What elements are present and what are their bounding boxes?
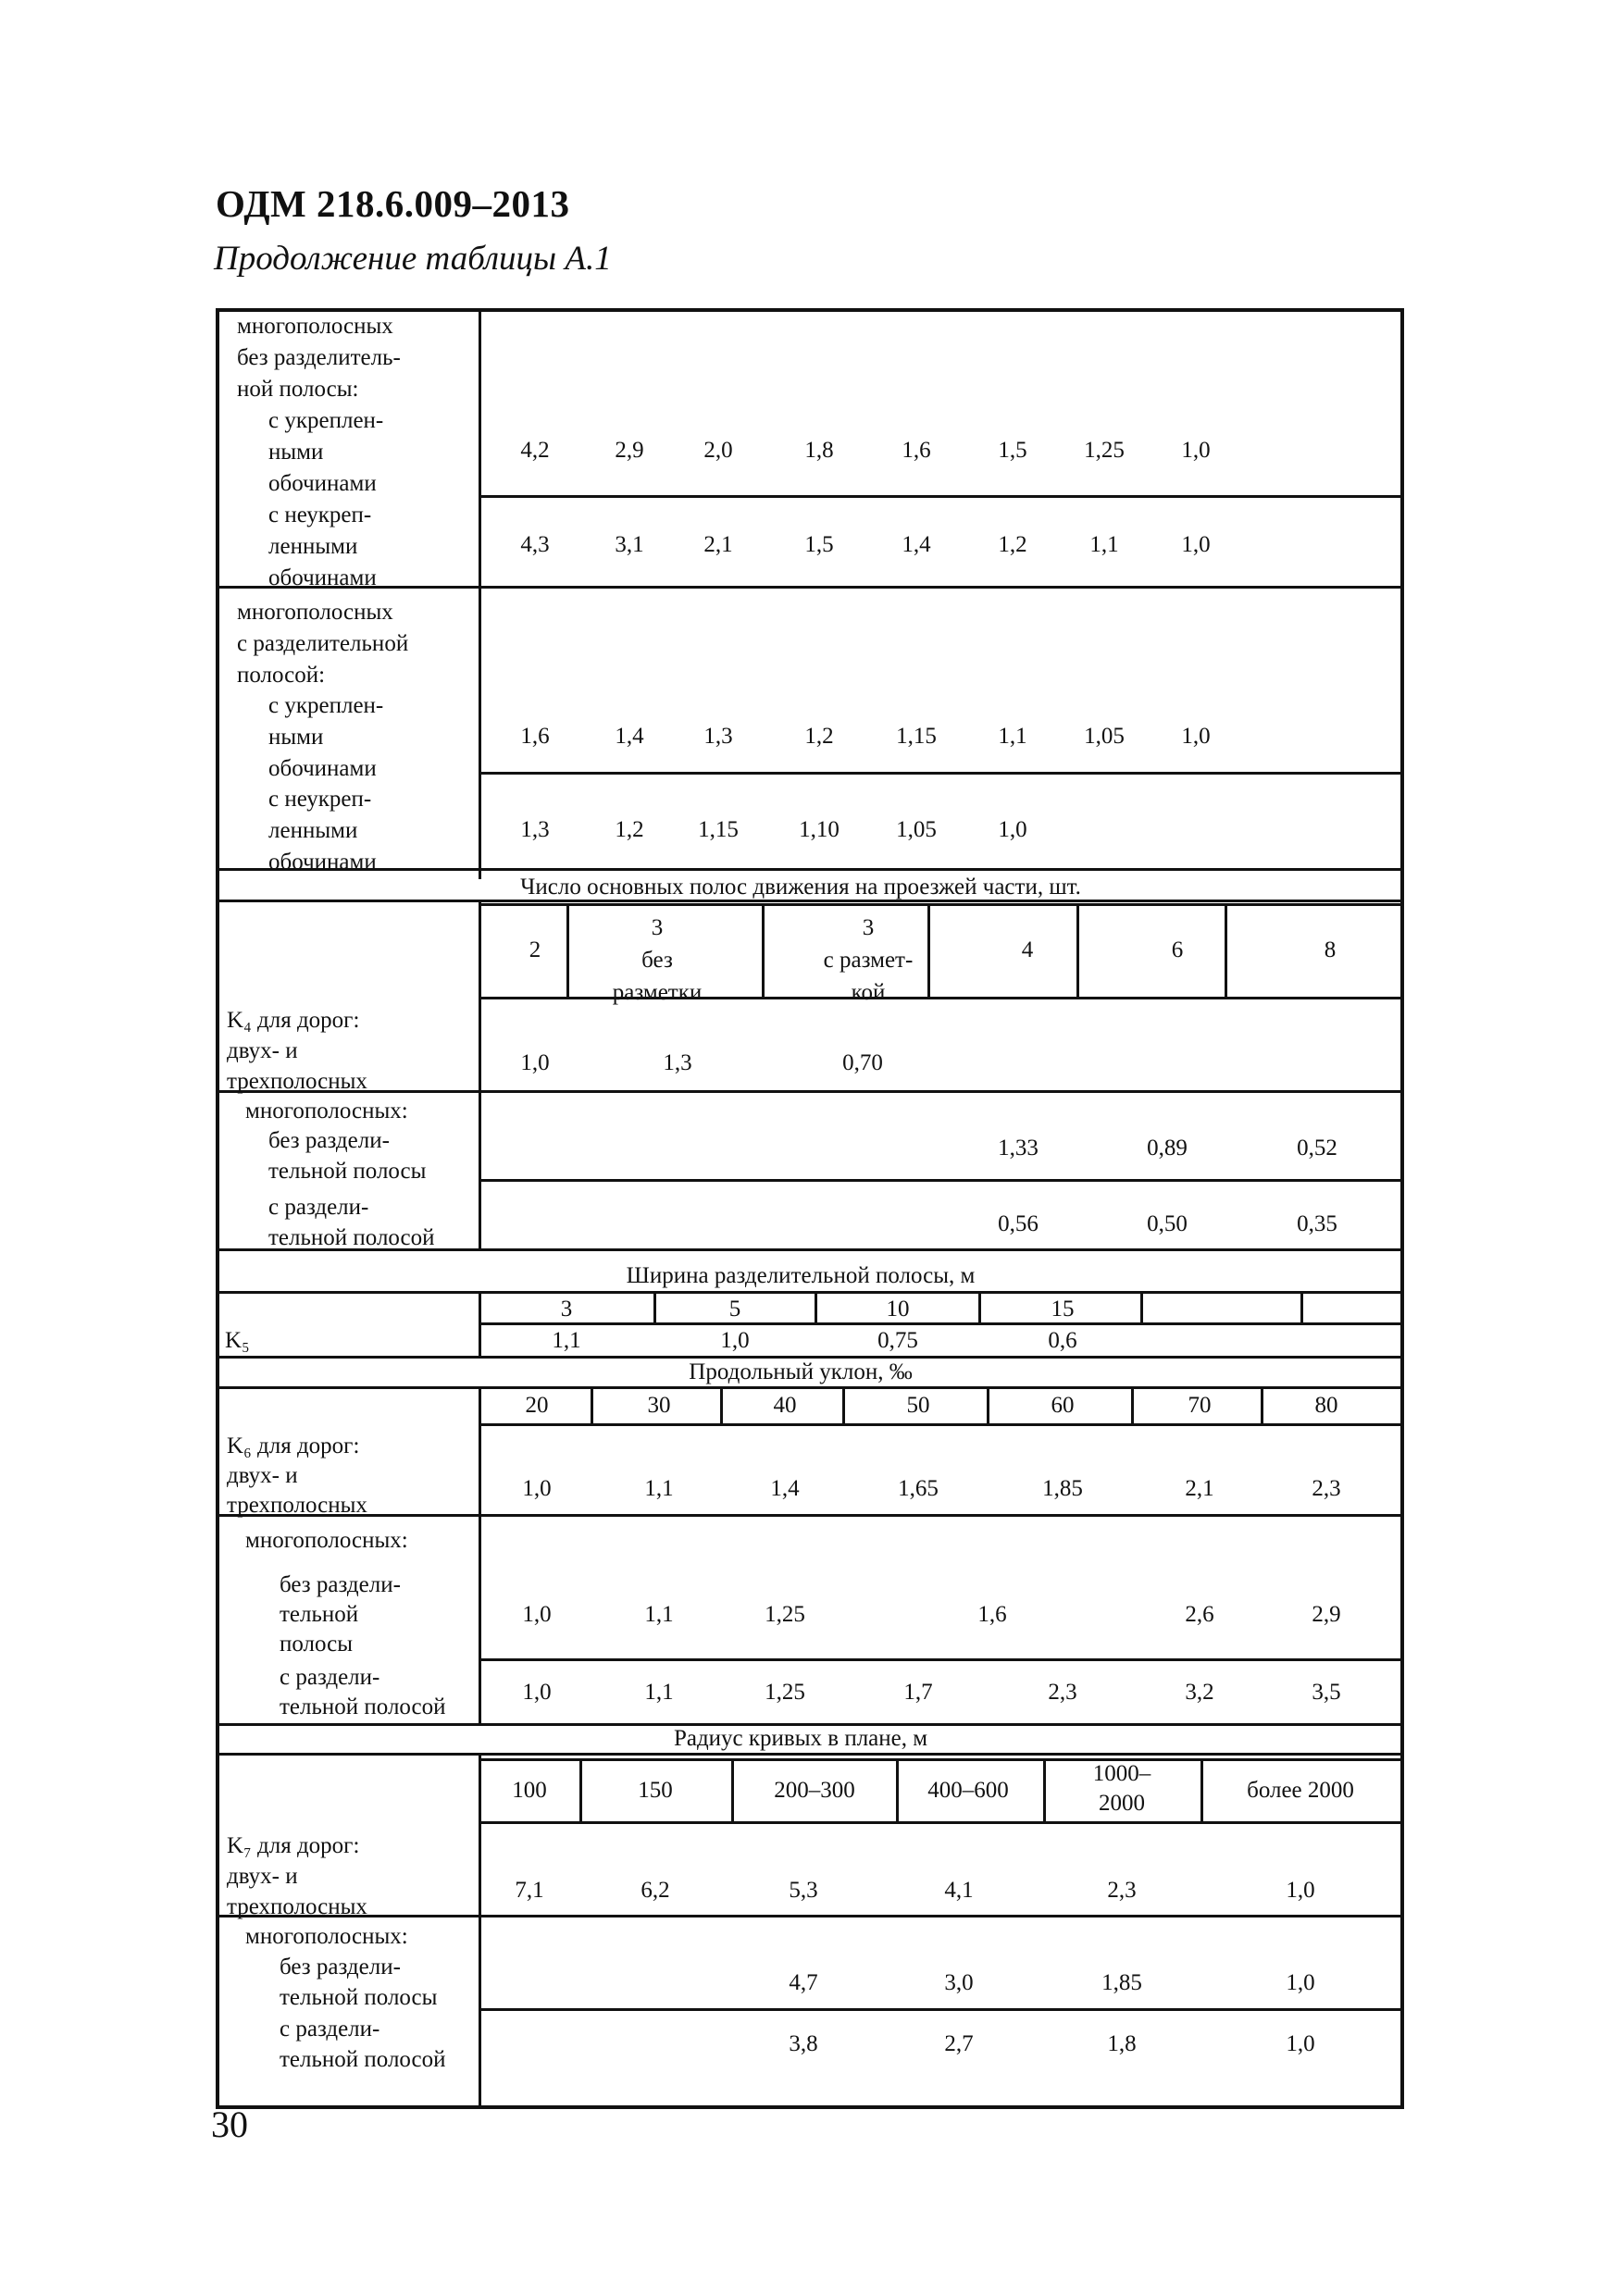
k-value: 1,0 (1181, 724, 1211, 749)
column-header: без (641, 948, 673, 973)
k-value: 1,4 (902, 532, 931, 557)
document-code: ОДМ 218.6.009–2013 (216, 182, 570, 225)
row-sublabel: с раздели- (280, 2017, 380, 2042)
column-header: 10 (886, 1297, 910, 1322)
row-divider (479, 772, 1404, 775)
column-divider (1225, 903, 1227, 997)
k-value: 1,0 (1286, 1878, 1315, 1903)
k-value: 4,2 (520, 438, 550, 463)
row-sublabel: с неукреп- (268, 787, 372, 812)
column-divider (978, 1294, 981, 1322)
k-value: 2,1 (703, 532, 733, 557)
section-title: Радиус кривых в плане, м (673, 1726, 928, 1751)
column-header: 4 (1021, 937, 1034, 962)
column-divider (720, 1389, 723, 1423)
row-sublabel: с раздели- (268, 1195, 369, 1220)
column-header: 70 (1188, 1393, 1212, 1418)
row-label: многополосных: (245, 1924, 408, 1949)
column-header: 2000 (1099, 1791, 1145, 1816)
row-sublabel: ными (268, 440, 324, 465)
k-value: 1,2 (804, 724, 834, 749)
k-value: 1,5 (804, 532, 834, 557)
label-column-divider (479, 1753, 481, 2109)
column-header: 80 (1314, 1393, 1338, 1418)
row-divider (479, 1322, 1404, 1325)
k-value: 1,1 (998, 724, 1027, 749)
row-sublabel: ленными (268, 818, 358, 843)
row-label: трехполосных (227, 1894, 367, 1919)
column-divider (987, 1389, 989, 1423)
k-value: 3,8 (789, 2031, 818, 2056)
k-value: 1,6 (977, 1602, 1007, 1627)
column-header: 5 (728, 1297, 741, 1322)
row-label: K₇ для дорог: (227, 1833, 360, 1858)
k-value: 2,3 (1107, 1878, 1137, 1903)
row-label: многополосных: (245, 1528, 408, 1553)
k-value: 1,2 (998, 532, 1027, 557)
k-value: 1,33 (998, 1136, 1039, 1160)
column-header: 3 (560, 1297, 573, 1322)
k-value: 1,85 (1042, 1476, 1083, 1501)
row-label: без разделитель- (237, 345, 401, 370)
k-value: 0,56 (998, 1211, 1039, 1236)
row-sublabel: с укреплен- (268, 693, 384, 718)
k-value: 0,6 (1048, 1328, 1077, 1353)
section-title: Число основных полос движения на проезжей части, шт. (520, 875, 1081, 900)
column-header: 15 (1051, 1297, 1075, 1322)
row-label: многополосных: (245, 1098, 408, 1123)
row-sublabel: без раздели- (268, 1128, 390, 1153)
row-sublabel: обочинами (268, 756, 377, 781)
row-sublabel: тельной полосой (280, 2047, 446, 2072)
k-value: 1,25 (765, 1602, 805, 1627)
column-divider (896, 1758, 899, 1821)
column-header: 150 (638, 1778, 673, 1803)
row-sublabel: обочинами (268, 471, 377, 496)
label-column-divider (479, 1090, 481, 1248)
row-sublabel: тельной полосы (280, 1985, 438, 2010)
k-value: 1,05 (896, 817, 937, 842)
column-divider (1140, 1294, 1143, 1322)
row-divider (479, 1758, 1404, 1761)
k-value: 2,3 (1048, 1680, 1077, 1705)
k-value: 2,9 (1312, 1602, 1341, 1627)
row-label: с разделительной (237, 631, 409, 656)
k-value: 1,6 (902, 438, 931, 463)
k-value: 1,0 (522, 1476, 552, 1501)
k-value: 1,0 (1286, 1970, 1315, 1995)
label-column-divider (479, 1386, 481, 1723)
column-divider (1200, 1758, 1203, 1821)
k-value: 1,4 (615, 724, 644, 749)
k-value: 1,15 (896, 724, 937, 749)
table-caption: Продолжение таблицы А.1 (214, 240, 612, 278)
k-value: 2,9 (615, 438, 644, 463)
k-value: 1,3 (520, 817, 550, 842)
column-divider (1300, 1294, 1303, 1322)
k-value: 1,0 (522, 1602, 552, 1627)
row-label: многополосных (237, 314, 393, 339)
row-label: K₅ (225, 1328, 250, 1353)
k-value: 1,0 (1181, 532, 1211, 557)
column-header: 40 (773, 1393, 797, 1418)
row-divider (216, 868, 1404, 871)
k-value: 3,0 (944, 1970, 974, 1995)
row-label: полосой: (237, 663, 326, 688)
column-divider (731, 1758, 734, 1821)
page-number: 30 (211, 2104, 248, 2145)
k-value: 7,1 (515, 1878, 544, 1903)
column-header: 6 (1171, 937, 1184, 962)
row-divider (479, 1179, 1404, 1182)
column-header: 20 (525, 1393, 549, 1418)
row-sublabel: тельной полосой (280, 1694, 446, 1719)
k-value: 2,1 (1185, 1476, 1214, 1501)
column-divider (815, 1294, 817, 1322)
k-value: 2,7 (944, 2031, 974, 2056)
row-label: трехполосных (227, 1069, 367, 1094)
row-divider (479, 1658, 1404, 1661)
k-value: 1,15 (698, 817, 739, 842)
row-label: многополосных (237, 600, 393, 625)
k-value: 0,70 (842, 1050, 883, 1075)
column-divider (762, 903, 765, 997)
k-value: 3,2 (1185, 1680, 1214, 1705)
k-value: 0,75 (877, 1328, 918, 1353)
row-divider (479, 2008, 1404, 2011)
column-divider (1131, 1389, 1134, 1423)
k-value: 0,52 (1297, 1136, 1337, 1160)
k-value: 4,3 (520, 532, 550, 557)
row-sublabel: полосы (280, 1632, 354, 1657)
row-sublabel: ными (268, 725, 324, 750)
column-header: 200–300 (774, 1778, 855, 1803)
k-value: 1,3 (703, 724, 733, 749)
row-divider (216, 1915, 1404, 1917)
row-sublabel: тельной (280, 1602, 359, 1627)
column-header: разметки (612, 980, 703, 1005)
column-header: более 2000 (1247, 1778, 1354, 1803)
k-value: 1,2 (615, 817, 644, 842)
column-header: 1000– (1092, 1761, 1151, 1786)
column-divider (579, 1758, 582, 1821)
row-sublabel: без раздели- (280, 1955, 401, 1980)
column-header: 8 (1324, 937, 1337, 962)
k-value: 0,89 (1147, 1136, 1188, 1160)
k-value: 1,1 (644, 1680, 674, 1705)
row-divider (216, 1090, 1404, 1093)
row-sublabel: тельной полосы (268, 1159, 427, 1184)
column-header: 3 (862, 915, 875, 940)
row-divider (479, 1821, 1404, 1824)
row-divider (479, 1423, 1404, 1426)
k-value: 1,0 (522, 1680, 552, 1705)
column-header: кой (851, 980, 886, 1005)
k-value: 2,0 (703, 438, 733, 463)
column-divider (653, 1294, 656, 1322)
label-column-divider (479, 308, 481, 879)
column-header: 400–600 (927, 1778, 1009, 1803)
row-divider (479, 495, 1404, 498)
row-label: K₆ для дорог: (227, 1433, 360, 1458)
row-label: двух- и (227, 1038, 298, 1063)
k-value: 1,65 (898, 1476, 939, 1501)
k-value: 1,0 (1286, 2031, 1315, 2056)
k-value: 1,25 (1084, 438, 1125, 463)
k-value: 3,1 (615, 532, 644, 557)
column-divider (1043, 1758, 1046, 1821)
section-title: Продольный уклон, ‰ (689, 1359, 913, 1384)
k-value: 1,6 (520, 724, 550, 749)
k-value: 1,1 (1089, 532, 1119, 557)
k-value: 1,0 (720, 1328, 750, 1353)
k-value: 0,50 (1147, 1211, 1188, 1236)
k-value: 1,1 (644, 1602, 674, 1627)
row-divider (216, 1514, 1404, 1517)
label-column-divider (479, 900, 481, 1090)
k-value: 1,5 (998, 438, 1027, 463)
row-sublabel: с раздели- (280, 1665, 380, 1690)
column-divider (842, 1389, 845, 1423)
row-divider (216, 586, 1404, 589)
k-value: 1,4 (770, 1476, 800, 1501)
column-header: 60 (1051, 1393, 1075, 1418)
k-value: 0,35 (1297, 1211, 1337, 1236)
k-value: 1,05 (1084, 724, 1125, 749)
column-header: 3 (651, 915, 664, 940)
k-value: 1,3 (663, 1050, 692, 1075)
row-sublabel: обочинами (268, 850, 377, 875)
row-label: ной полосы: (237, 377, 359, 402)
k-value: 1,25 (765, 1680, 805, 1705)
k-value: 4,1 (944, 1878, 974, 1903)
section-title: Ширина разделительной полосы, м (626, 1263, 976, 1288)
k-value: 5,3 (789, 1878, 818, 1903)
k-value: 3,5 (1312, 1680, 1341, 1705)
column-divider (591, 1389, 593, 1423)
column-divider (1261, 1389, 1263, 1423)
k-value: 1,0 (998, 817, 1027, 842)
column-header: 50 (906, 1393, 930, 1418)
k-value: 2,6 (1185, 1602, 1214, 1627)
k-value: 1,7 (903, 1680, 933, 1705)
k-value: 2,3 (1312, 1476, 1341, 1501)
k-value: 1,10 (799, 817, 840, 842)
column-divider (927, 903, 930, 997)
k-value: 4,7 (789, 1970, 818, 1995)
k-value: 1,8 (1107, 2031, 1137, 2056)
k-value: 1,0 (1181, 438, 1211, 463)
row-label: трехполосных (227, 1493, 367, 1518)
row-sublabel: ленными (268, 534, 358, 559)
table-frame (216, 308, 1404, 2109)
k-value: 1,85 (1101, 1970, 1142, 1995)
k-value: 1,8 (804, 438, 834, 463)
row-sublabel: с неукреп- (268, 503, 372, 527)
column-header: 2 (529, 937, 541, 962)
k-value: 6,2 (641, 1878, 670, 1903)
row-label: двух- и (227, 1864, 298, 1889)
column-header: 30 (647, 1393, 671, 1418)
k-value: 1,0 (520, 1050, 550, 1075)
column-header: 100 (512, 1778, 547, 1803)
row-sublabel: с укреплен- (268, 408, 384, 433)
row-sublabel: обочинами (268, 565, 377, 590)
k-value: 1,1 (644, 1476, 674, 1501)
row-sublabel: без раздели- (280, 1572, 401, 1597)
row-divider (479, 903, 1404, 906)
column-header: с размет- (823, 948, 914, 973)
k-value: 1,1 (552, 1328, 581, 1353)
column-divider (566, 903, 569, 997)
row-sublabel: тельной полосой (268, 1225, 435, 1250)
row-label: двух- и (227, 1463, 298, 1488)
row-label: K₄ для дорог: (227, 1008, 360, 1033)
column-divider (1076, 903, 1079, 997)
